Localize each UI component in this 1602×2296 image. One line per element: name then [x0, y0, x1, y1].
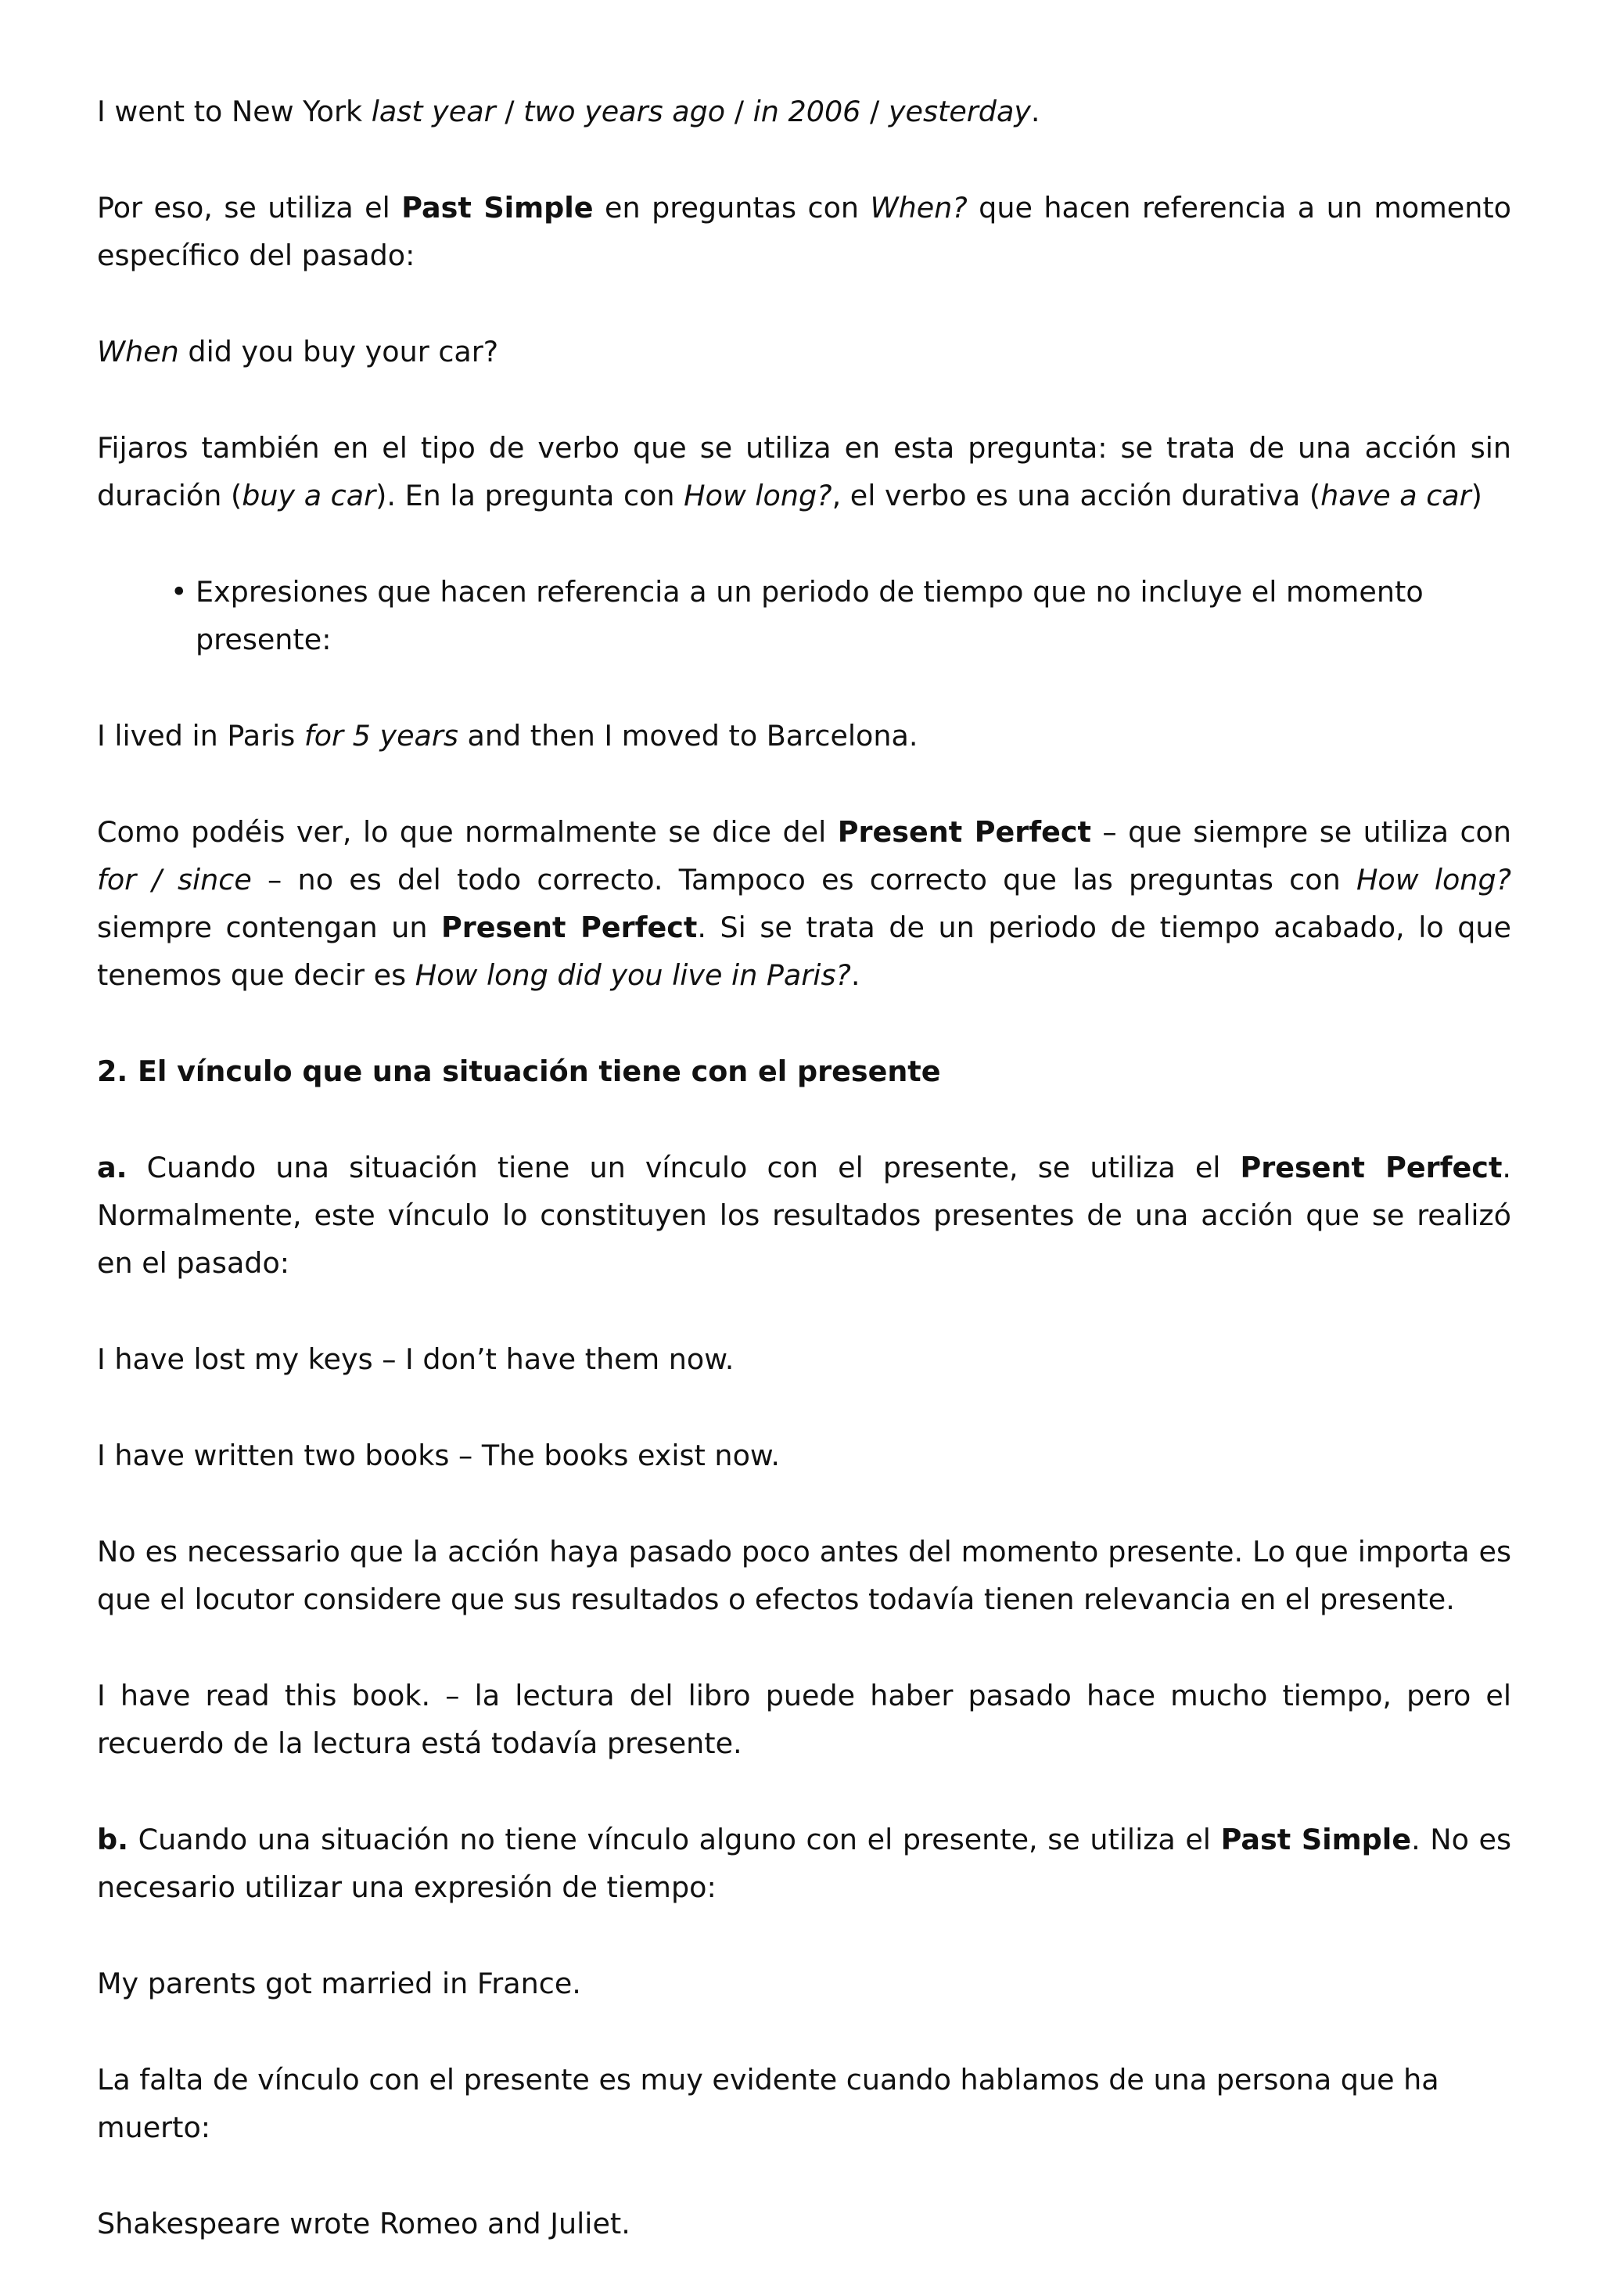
paragraph-no-link — [97, 2056, 1511, 2151]
bold-term: Present Perfect — [837, 815, 1091, 849]
bold-term: Present Perfect — [441, 911, 698, 944]
text-run: en preguntas con — [593, 191, 871, 225]
bullet-item — [97, 568, 1511, 663]
italic-phrase: for 5 years — [304, 719, 458, 753]
text-run: I have lost my keys – I don’t have them now. — [97, 1342, 735, 1376]
text-run: Shakespeare wrote Romeo and Juliet. — [97, 2207, 630, 2240]
bold-term: b. — [97, 1823, 128, 1856]
example-parents-married — [97, 1960, 1511, 2007]
italic-phrase: have a car — [1320, 479, 1471, 512]
heading-text: 2. El vínculo que una situación tiene con el presente — [97, 1055, 941, 1088]
paragraph-verb-type — [97, 424, 1511, 519]
paragraph-a — [97, 1144, 1511, 1287]
text-run: My parents got married in France. — [97, 1967, 581, 2000]
italic-phrase: When — [97, 335, 179, 368]
text-run: – que siempre se utiliza con — [1090, 815, 1511, 849]
text-run: siempre contengan un — [97, 911, 442, 944]
text-run: I have read this book. – la lectura del libro puede haber pasado hace mucho tiempo, pero el recuerdo de la lectura está todavía presente. — [97, 1679, 1511, 1760]
italic-phrase: two years ago — [523, 95, 726, 128]
italic-phrase: When? — [870, 191, 968, 225]
text-run: ) — [1471, 479, 1482, 512]
italic-phrase: last year — [371, 95, 496, 128]
text-run: I lived in Paris — [97, 719, 304, 753]
text-run: . — [850, 958, 860, 992]
text-run: / — [725, 95, 753, 128]
example-two-books — [97, 1432, 1511, 1479]
text-run: que hacen referencia a un momento específico del pasado: — [97, 191, 1511, 272]
example-lost-keys — [97, 1335, 1511, 1383]
text-run: . Si se trata de un periodo de tiempo acabado, lo que tenemos que decir es — [97, 911, 1511, 992]
paragraph-relevance — [97, 1528, 1511, 1623]
italic-phrase: yesterday — [888, 95, 1031, 128]
example-buy-car — [97, 328, 1511, 375]
italic-phrase: How long did you live in Paris? — [415, 958, 851, 992]
text-run: Por eso, se utiliza el — [97, 191, 402, 225]
paragraph-present-perfect-note — [97, 808, 1511, 999]
example-paris — [97, 712, 1511, 760]
italic-phrase: in 2006 — [753, 95, 861, 128]
text-run: La falta de vínculo con el presente es muy evidente cuando hablamos de una persona que ha muerto: — [97, 2063, 1439, 2144]
bold-term: Past Simple — [1220, 1823, 1412, 1856]
italic-phrase: How long? — [1356, 863, 1511, 896]
text-run: Expresiones que hacen referencia a un periodo de tiempo que no incluye el momento presente: — [196, 575, 1424, 656]
text-run: Como podéis ver, lo que normalmente se dice del — [97, 815, 838, 849]
text-run: I have written two books – The books exist now. — [97, 1439, 781, 1472]
text-run: Cuando una situación tiene un vínculo con el presente, se utiliza el — [127, 1151, 1241, 1184]
paragraph-when-question — [97, 184, 1511, 279]
section-heading — [97, 1047, 1511, 1095]
italic-phrase: for / since — [97, 863, 252, 896]
text-run: No es necessario que la acción haya pasado poco antes del momento presente. Lo que importa es que el locutor considere que sus resultados o efectos todavía tienen relevancia en el presente. — [97, 1535, 1511, 1616]
paragraph-b — [97, 1816, 1511, 1911]
example-shakespeare — [97, 2200, 1511, 2247]
text-run: / — [860, 95, 889, 128]
text-run: / — [495, 95, 524, 128]
text-run: . No es necesario utilizar una expresión de tiempo: — [97, 1823, 1511, 1904]
bold-term: Past Simple — [401, 191, 594, 225]
example-read-book — [97, 1672, 1511, 1767]
bullet-list — [97, 568, 1511, 663]
text-run: – no es del todo correcto. Tampoco es correcto que las preguntas con — [251, 863, 1356, 896]
bold-term: a. — [97, 1151, 128, 1184]
text-run: ). En la pregunta con — [375, 479, 684, 512]
document-page — [97, 88, 1511, 2296]
italic-phrase: How long? — [684, 479, 832, 512]
example-new-york — [97, 88, 1511, 135]
text-run: I went to New York — [97, 95, 372, 128]
text-run: Fijaros también en el tipo de verbo que se utiliza en esta pregunta: se trata de una acción sin duración ( — [97, 431, 1511, 512]
text-run: Cuando una situación no tiene vínculo alguno con el presente, se utiliza el — [128, 1823, 1221, 1856]
text-run: and then I moved to Barcelona. — [458, 719, 918, 753]
text-run: did you buy your car? — [178, 335, 499, 368]
bullet-icon: • — [171, 575, 188, 609]
text-run: . — [1030, 95, 1040, 128]
italic-phrase: buy a car — [242, 479, 376, 512]
text-run: . Normalmente, este vínculo lo constituyen los resultados presentes de una acción que se realizó en el pasado: — [97, 1151, 1512, 1280]
text-run: , el verbo es una acción durativa ( — [832, 479, 1321, 512]
bold-term: Present Perfect — [1240, 1151, 1503, 1184]
